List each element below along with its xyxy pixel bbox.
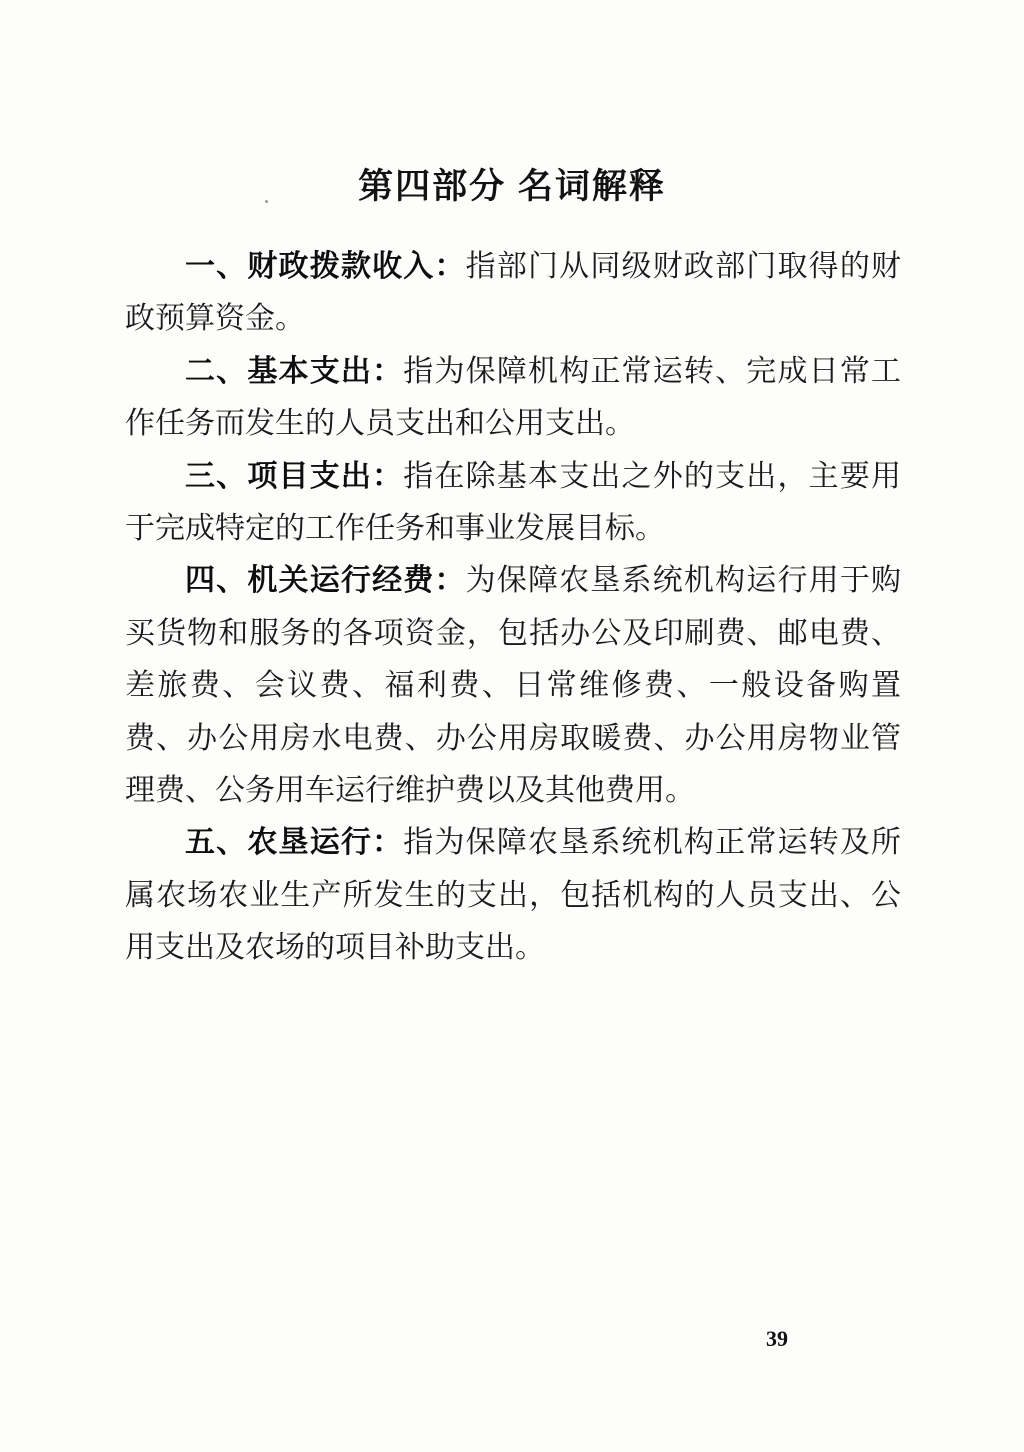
term-definition-3: 指在除基本支出之外的支出，主要用于完成特定的工作任务和事业发展目标。 — [125, 459, 902, 546]
definition-paragraph-3 — [125, 451, 901, 556]
term-label-1: 一、财政拨款收入： — [185, 250, 466, 283]
page-number: 39 — [766, 1326, 788, 1351]
definition-paragraph-5 — [125, 817, 901, 974]
term-label-2: 二、基本支出： — [185, 354, 404, 388]
term-label-4: 四、机关运行经费： — [185, 564, 466, 598]
term-definition-2: 指为保障机构正常运转、完成日常工作任务而发生的人员支出和公用支出。 — [125, 354, 902, 441]
term-definition-4: 为保障农垦系统机构运行用于购买货物和服务的各项资金，包括办公及印刷费、邮电费、差旅费、会议费、福利费、日常维修费、一般设备购置费、办公用房水电费、办公用房取暖费、办公用房物业管理费、公务用车运行维护费以及其他费用。 — [125, 564, 902, 808]
term-definition-5: 指为保障农垦系统机构正常运转及所属农场农业生产所发生的支出，包括机构的人员支出、公用支出及农场的项目补助支出。 — [125, 826, 902, 965]
term-label-5: 五、农垦运行： — [185, 826, 404, 860]
definition-paragraph-4 — [125, 555, 901, 817]
scan-artifact — [265, 200, 268, 203]
document-body — [125, 241, 901, 975]
term-definition-1: 指部门从同级财政部门取得的财政预算资金。 — [125, 250, 902, 336]
term-label-3: 三、项目支出： — [185, 459, 404, 493]
definition-paragraph-2 — [125, 346, 901, 451]
definition-paragraph-1 — [125, 241, 901, 346]
page-title: 第四部分 名词解释 — [358, 167, 666, 207]
